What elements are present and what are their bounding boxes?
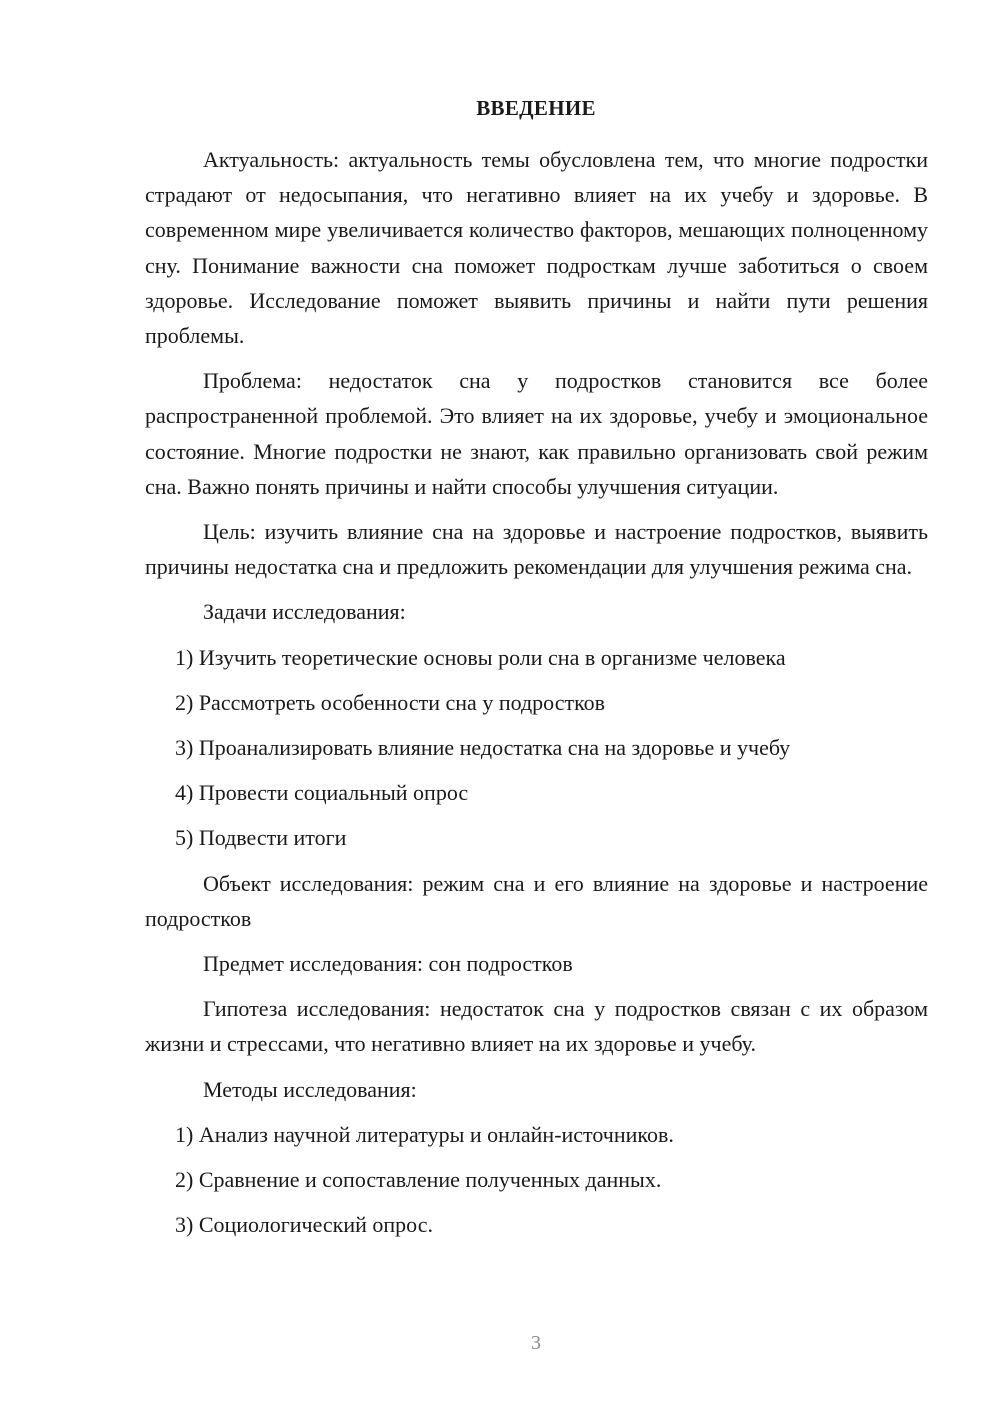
list-item: 3) Социологический опрос.: [175, 1212, 433, 1238]
list-item: 1) Изучить теоретические основы роли сна в организме человека: [175, 644, 786, 670]
tasks-heading: Задачи исследования:: [203, 599, 406, 625]
hypothesis-paragraph: Гипотеза исследования: недостаток сна у подростков связан с их образом жизни и стрессами, что негативно влияет на их здоровье и учебу.: [145, 996, 928, 1057]
page-title: ВВЕДЕНИЕ: [476, 96, 596, 120]
list-item: 4) Провести социальный опрос: [175, 780, 469, 806]
tasks-list: [145, 640, 928, 856]
list-item: 2) Сравнение и сопоставление полученных данных.: [175, 1167, 662, 1193]
page-number: 3: [531, 1332, 541, 1354]
document-body: [145, 142, 928, 1252]
list-item: 5) Подвести итоги: [175, 825, 347, 851]
problem-paragraph: Проблема: недостаток сна у подростков становится все более распространенной проблемой. Это влияет на их здоровье, учебу и эмоциональное состояние. Многие подростки не знают, как правильно организовать свой режим сна. Важно понять причины и найти способы улучшения ситуации.: [145, 368, 928, 499]
methods-heading: Методы исследования:: [203, 1076, 417, 1102]
list-item: 1) Анализ научной литературы и онлайн-источников.: [175, 1121, 674, 1147]
list-item: 2) Рассмотреть особенности сна у подростков: [175, 689, 606, 715]
list-item: 3) Проанализировать влияние недостатка сна на здоровье и учебу: [175, 735, 791, 761]
object-paragraph: Объект исследования: режим сна и его влияние на здоровье и настроение подростков: [145, 870, 928, 931]
subject-paragraph: Предмет исследования: сон подростков: [203, 951, 573, 977]
relevance-paragraph: Актуальность: актуальность темы обусловлена тем, что многие подростки страдают от недосыпания, что негативно влияет на их учебу и здоровье. В современном мире увеличивается количество факторов, мешающих полноценному сну. Понимание важности сна поможет подросткам лучше заботиться о своем здоровье. Исследование поможет выявить причины и найти пути решения проблемы.: [145, 147, 928, 349]
methods-list: [145, 1117, 928, 1243]
goal-paragraph: Цель: изучить влияние сна на здоровье и настроение подростков, выявить причины недостатка сна и предложить рекомендации для улучшения режима сна.: [145, 519, 928, 580]
